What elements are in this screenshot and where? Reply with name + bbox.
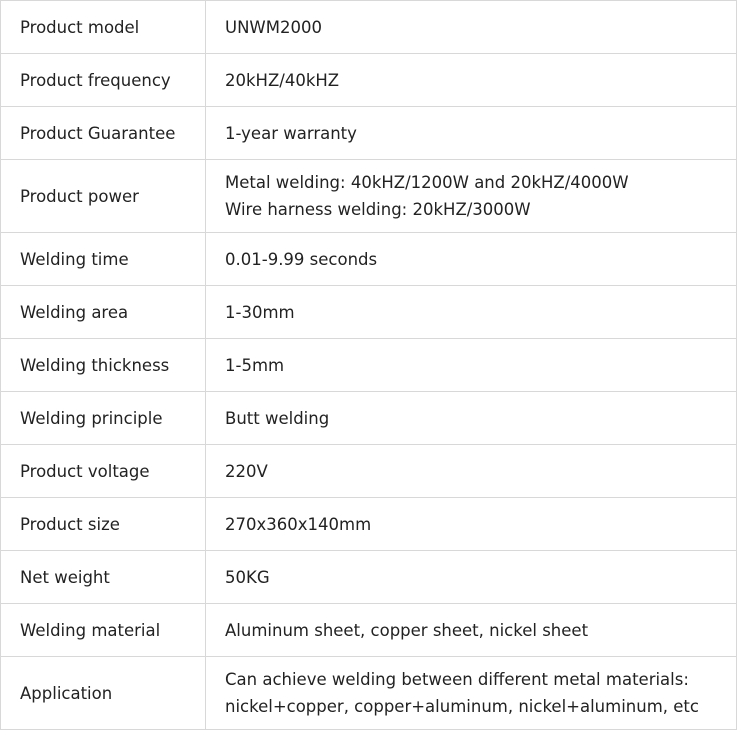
value-line: 220V [225,461,268,481]
value-line: 0.01-9.99 seconds [225,249,378,269]
row-label: Product model [1,1,206,54]
table-row [1,54,737,107]
row-label: Net weight [1,551,206,604]
row-value [206,551,737,604]
value-line: 50KG [225,567,270,587]
row-label: Product frequency [1,54,206,107]
row-value [206,233,737,286]
row-label: Product Guarantee [1,107,206,160]
row-value [206,657,737,730]
table-row [1,392,737,445]
row-label: Welding time [1,233,206,286]
row-label: Application [1,657,206,730]
table-row [1,160,737,233]
row-label: Product voltage [1,445,206,498]
value-line: 1-year warranty [225,123,357,143]
table-row [1,604,737,657]
value-line: Butt welding [225,408,330,428]
row-value [206,604,737,657]
row-value [206,392,737,445]
row-value [206,286,737,339]
value-line: Can achieve welding between different metal materials: [225,670,689,689]
table-row [1,339,737,392]
row-value [206,1,737,54]
table-row [1,286,737,339]
value-line: Aluminum sheet, copper sheet, nickel sheet [225,620,589,640]
row-value [206,445,737,498]
value-line: 270x360x140mm [225,514,372,534]
row-label: Product power [1,160,206,233]
value-line: 1-30mm [225,302,295,322]
value-line: nickel+copper, copper+aluminum, nickel+aluminum, etc [225,697,699,716]
table-row [1,1,737,54]
table-row [1,498,737,551]
value-line: Metal welding: 40kHZ/1200W and 20kHZ/4000W [225,173,629,192]
row-value [206,160,737,233]
row-label: Welding thickness [1,339,206,392]
table-row [1,657,737,730]
table-row [1,445,737,498]
table-row [1,107,737,160]
row-value [206,498,737,551]
value-line: UNWM2000 [225,17,322,37]
row-value [206,54,737,107]
row-label: Welding area [1,286,206,339]
value-line: 20kHZ/40kHZ [225,70,340,90]
row-label: Product size [1,498,206,551]
value-line: 1-5mm [225,355,285,375]
row-label: Welding material [1,604,206,657]
value-line: Wire harness welding: 20kHZ/3000W [225,200,531,219]
table-row [1,551,737,604]
row-value [206,339,737,392]
row-value [206,107,737,160]
row-label: Welding principle [1,392,206,445]
table-row [1,233,737,286]
